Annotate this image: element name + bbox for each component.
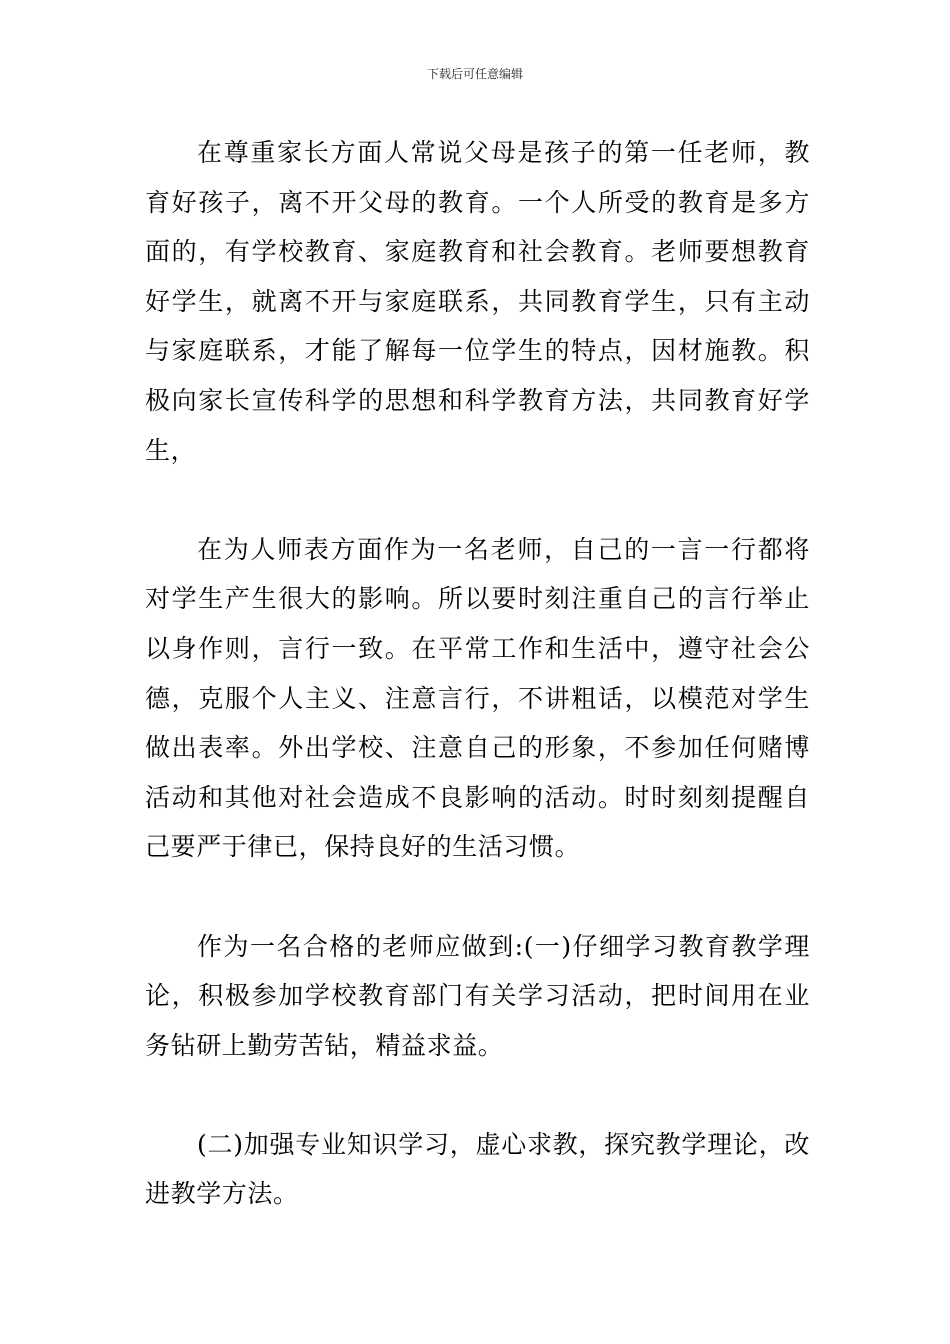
paragraph-respect-parents: 在尊重家长方面人常说父母是孩子的第一任老师，教育好孩子，离不开父母的教育。一个人所受的教育是多方面的，有学校教育、家庭教育和社会教育。老师要想教育好学生，就离不开与家庭联系，共同教育学生，只有主动与家庭联系，才能了解每一位学生的特点，因材施教。积极向家长宣传科学的思想和科学教育方法，共同教育好学生， — [145, 138, 810, 465]
paragraph-role-model: 在为人师表方面作为一名老师，自己的一言一行都将对学生产生很大的影响。所以要时刻注重自己的言行举止以身作则，言行一致。在平常工作和生活中，遵守社会公德，克服个人主义、注意言行，不讲粗话，以模范对学生做出表率。外出学校、注意自己的形象，不参加任何赌博活动和其他对社会造成不良影响的活动。时时刻刻提醒自己要严于律已，保持良好的生活习惯。 — [145, 534, 810, 862]
header-note: 下载后可任意编辑 — [426, 67, 523, 81]
paragraph-professional-study: (二)加强专业知识学习，虚心求教，探究教学理论，改进教学方法。 — [145, 1129, 810, 1209]
document-body — [145, 128, 810, 1219]
paragraph-qualified-teacher: 作为一名合格的老师应做到:(一)仔细学习教育教学理论，积极参加学校教育部门有关学习活动，把时间用在业务钻研上勤劳苦钻，精益求益。 — [145, 931, 810, 1060]
